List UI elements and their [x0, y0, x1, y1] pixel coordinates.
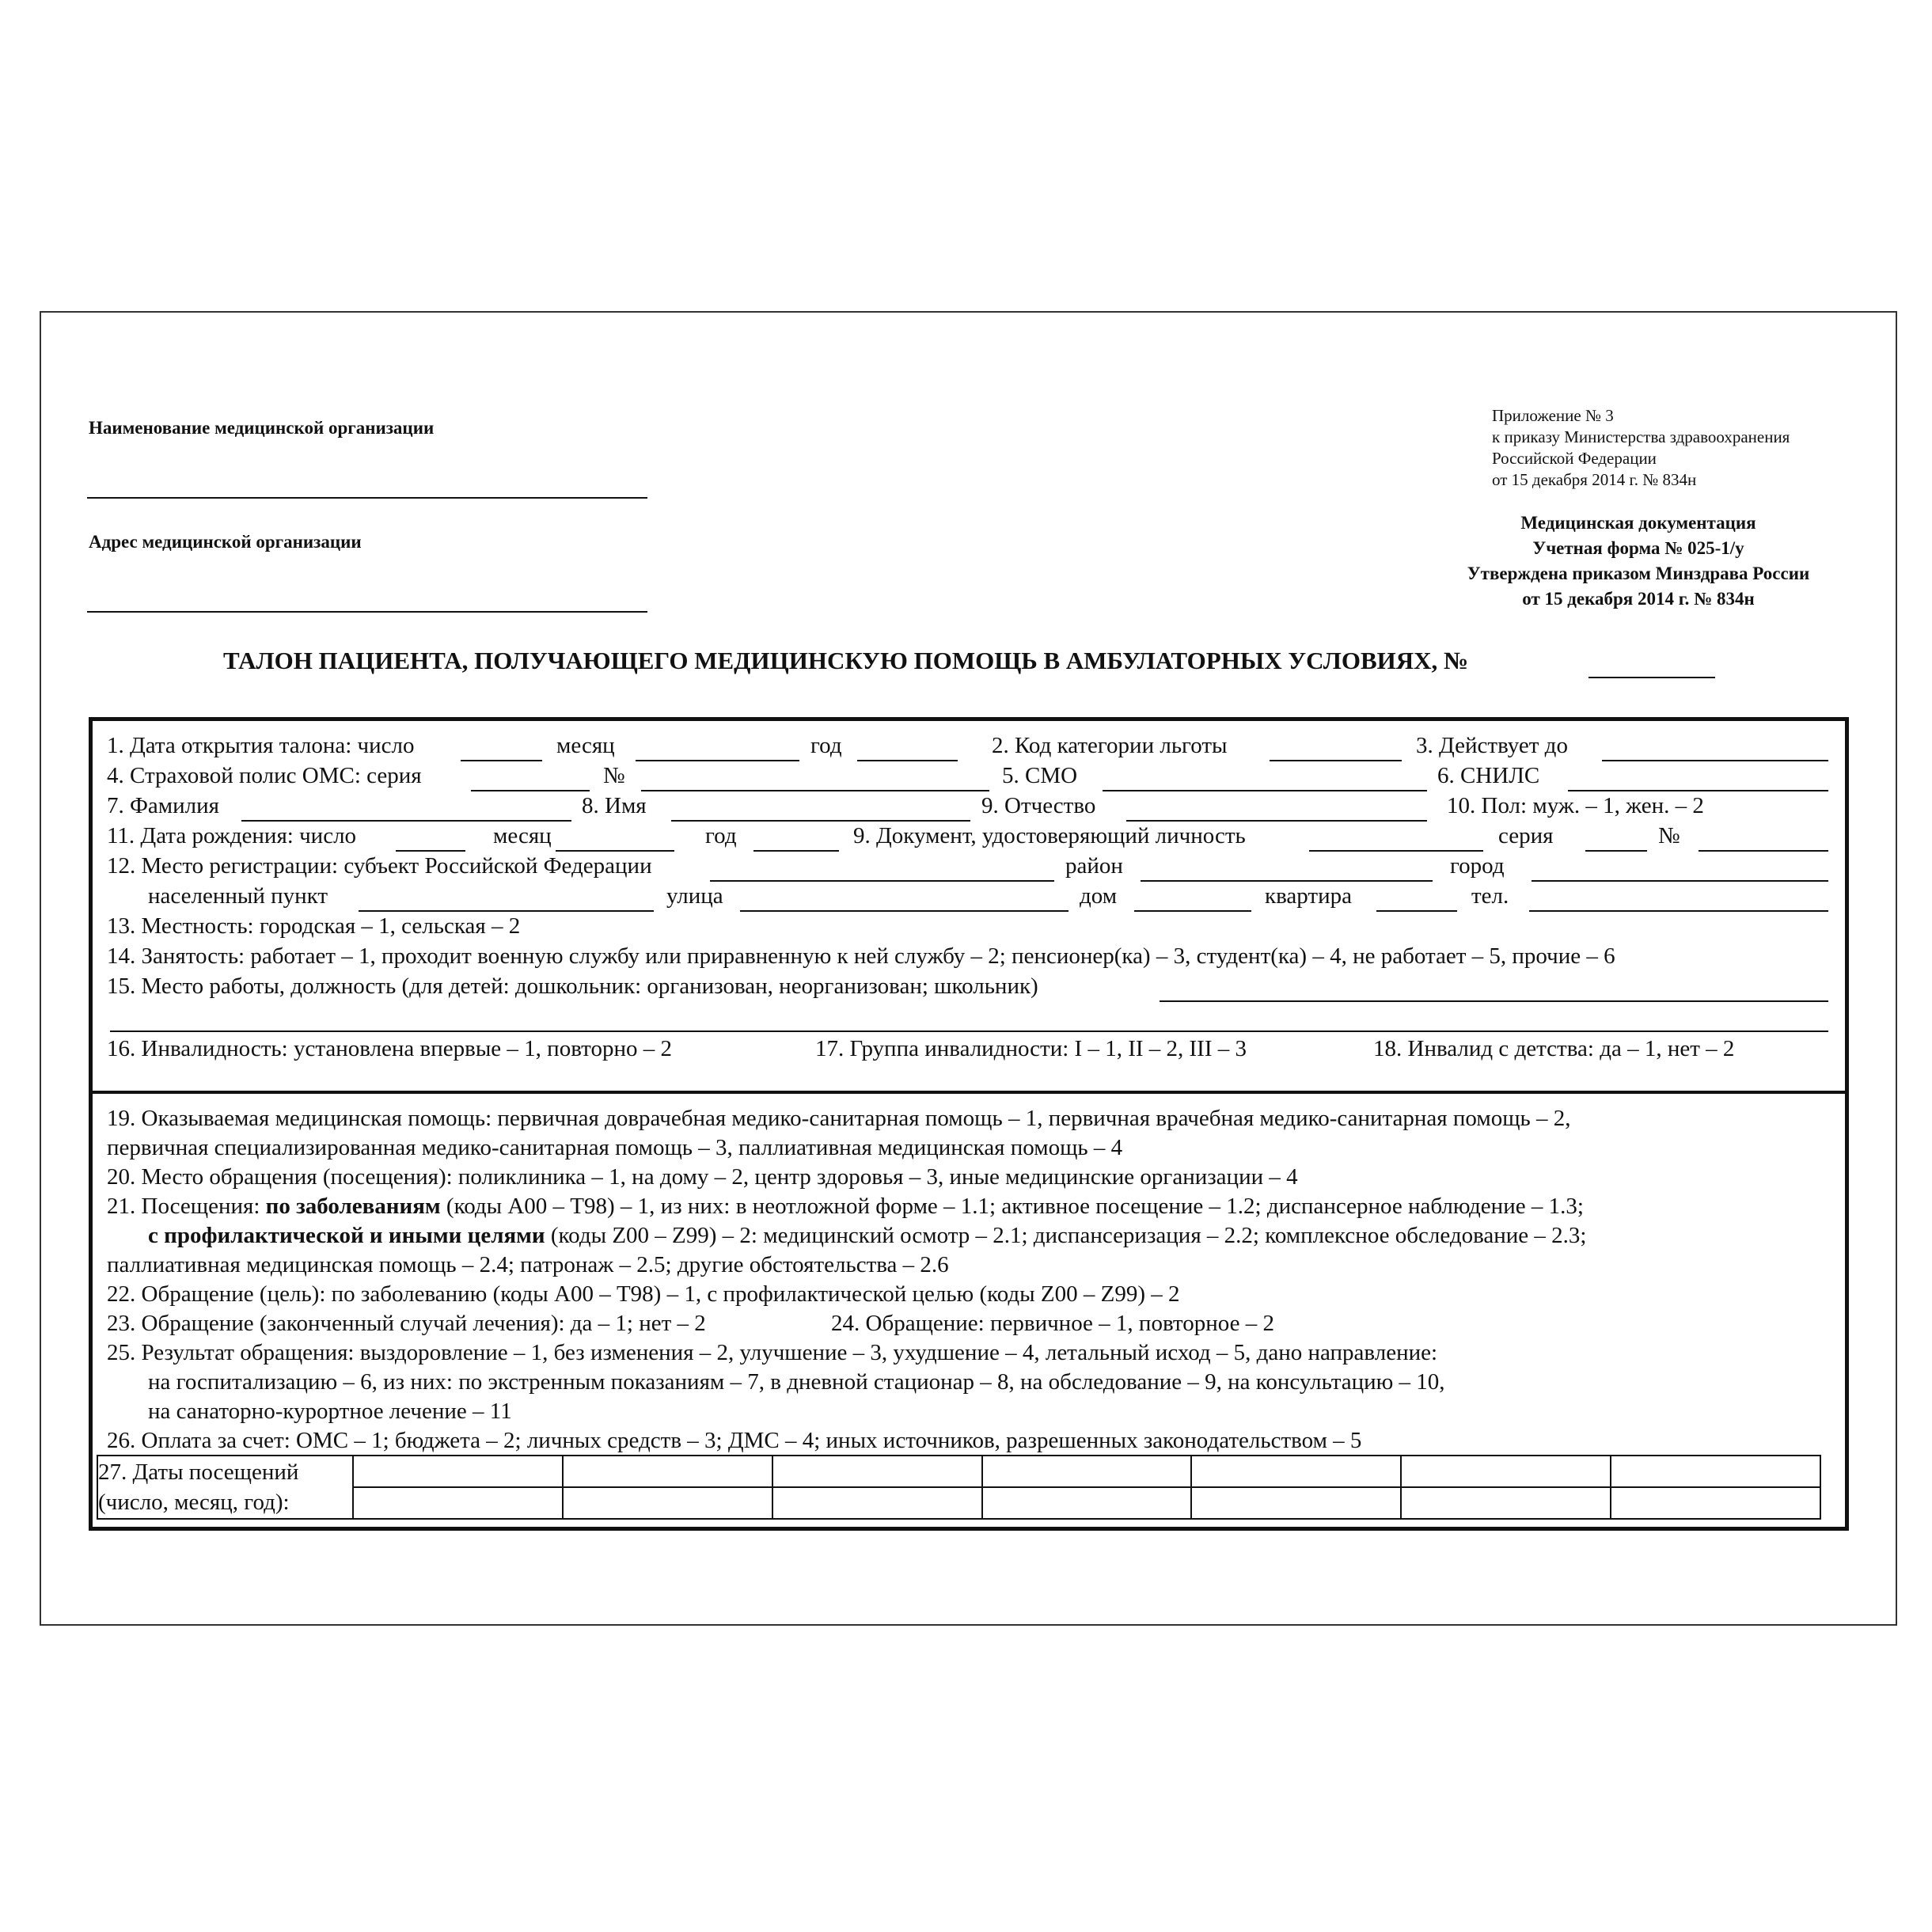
f9-label: 9. Отчество [981, 793, 1096, 818]
org-name-label: Наименование медицинской организации [89, 418, 435, 438]
table-row [97, 1487, 1820, 1519]
f8-field[interactable] [671, 820, 970, 822]
f4-number-field[interactable] [641, 790, 989, 791]
f12-subject-field[interactable] [710, 880, 1054, 882]
f21-line2 [148, 1223, 1586, 1249]
page-title: ТАЛОН ПАЦИЕНТА, ПОЛУЧАЮЩЕГО МЕДИЦИНСКУЮ ПОМОЩЬ В АМБУЛАТОРНЫХ УСЛОВИЯХ, № [223, 647, 1469, 674]
f12-phone-field[interactable] [1529, 910, 1828, 912]
f9-number-field[interactable] [1699, 850, 1828, 852]
f6-label: 6. СНИЛС [1437, 763, 1540, 788]
f1-label: 1. Дата открытия талона: число [107, 733, 415, 758]
f1-month-label: месяц [556, 733, 615, 758]
f12-apartment-field[interactable] [1376, 910, 1457, 912]
f3-label: 3. Действует до [1416, 733, 1568, 758]
f9-number-label: № [1658, 823, 1680, 848]
f19-line1: 19. Оказываемая медицинская помощь: первичная доврачебная медико-санитарная помощь – 1, первичная врачебная медико-санитарная помощь – 2, [107, 1106, 1571, 1131]
f11-month-label: месяц [493, 823, 552, 848]
f16-label: 16. Инвалидность: установлена впервые – 1, повторно – 2 [107, 1036, 672, 1061]
visit-dates-label [97, 1456, 353, 1519]
form-info-line: Медицинская документация [1520, 513, 1756, 533]
f12-house-label: дом [1080, 883, 1118, 909]
form-info-line: Утверждена приказом Минздрава России [1467, 564, 1810, 583]
visit-date-cell[interactable] [1611, 1456, 1820, 1487]
f20-label: 20. Место обращения (посещения): поликлиника – 1, на дому – 2, центр здоровья – 3, иные медицинские организации – 4 [107, 1164, 1298, 1190]
visit-date-cell[interactable] [1401, 1456, 1611, 1487]
f25-line1: 25. Результат обращения: выздоровление – 1, без изменения – 2, улучшение – 3, ухудшение – 4, летальный исход – 5, дано направление: [107, 1340, 1438, 1365]
f11-day-field[interactable] [396, 850, 465, 852]
appendix-block [1492, 405, 1790, 491]
visit-dates-label-line2: (число, месяц, год): [98, 1490, 290, 1515]
f21-line3: паллиативная медицинская помощь – 2.4; патронаж – 2.5; другие обстоятельства – 2.6 [107, 1252, 949, 1277]
f3-field[interactable] [1602, 760, 1828, 761]
f21-bold1: по заболеваниям [265, 1194, 441, 1219]
f6-field[interactable] [1568, 790, 1828, 791]
f21-rest2: (коды Z00 – Z99) – 2: медицинский осмотр – 2.1; диспансеризация – 2.2; комплексное обследование – 2.3; [545, 1223, 1587, 1248]
visit-date-cell[interactable] [982, 1456, 1192, 1487]
f12-district-label: район [1065, 853, 1123, 879]
f11-year-label: год [705, 823, 737, 848]
f1-month-field[interactable] [636, 760, 799, 761]
f12-city-label: город [1450, 853, 1505, 879]
org-name-field[interactable] [87, 497, 647, 499]
f12-city-field[interactable] [1532, 880, 1828, 882]
org-address-label: Адрес медицинской организации [89, 532, 362, 552]
f17-label: 17. Группа инвалидности: I – 1, II – 2, III – 3 [815, 1036, 1247, 1061]
f24-label: 24. Обращение: первичное – 1, повторное – 2 [831, 1311, 1274, 1336]
appendix-line: Приложение № 3 [1492, 406, 1614, 425]
visit-date-cell[interactable] [1401, 1487, 1611, 1519]
f26-label: 26. Оплата за счет: ОМС – 1; бюджета – 2; личных средств – 3; ДМС – 4; иных источников, разрешенных законодательством – 5 [107, 1428, 1362, 1453]
f14-label: 14. Занятость: работает – 1, проходит военную службу или приравненную к ней службу – 2; пенсионер(ка) – 3, студент(ка) – 4, не работает – 5, прочие – 6 [107, 943, 1615, 969]
f12-street-label: улица [666, 883, 723, 909]
f9-document-label: 9. Документ, удостоверяющий личность [853, 823, 1246, 848]
f1-year-label: год [810, 733, 842, 758]
f2-field[interactable] [1270, 760, 1402, 761]
f15-field[interactable] [1160, 1000, 1828, 1002]
f15-label: 15. Место работы, должность (для детей: дошкольник: организован, неорганизован; школьник) [107, 974, 1038, 999]
visit-date-cell[interactable] [772, 1487, 982, 1519]
f2-label: 2. Код категории льготы [992, 733, 1228, 758]
talon-number-field[interactable] [1588, 677, 1715, 678]
f12-house-field[interactable] [1134, 910, 1251, 912]
f25-line2: на госпитализацию – 6, из них: по экстренным показаниям – 7, в дневной стационар – 8, на обследование – 9, на консультацию – 10, [148, 1369, 1445, 1395]
visit-date-cell[interactable] [563, 1487, 772, 1519]
f9-series-field[interactable] [1585, 850, 1647, 852]
f13-label: 13. Местность: городская – 1, сельская – 2 [107, 913, 521, 939]
f12-label: 12. Место регистрации: субъект Российской Федерации [107, 853, 652, 879]
f21-rest1: (коды А00 – Т98) – 1, из них: в неотложной форме – 1.1; активное посещение – 1.2; диспансерное наблюдение – 1.3; [440, 1194, 1584, 1219]
form-info-line: от 15 декабря 2014 г. № 834н [1522, 589, 1755, 609]
f9-field[interactable] [1126, 820, 1427, 822]
f10-label: 10. Пол: муж. – 1, жен. – 2 [1447, 793, 1704, 818]
f25-line3: на санаторно-курортное лечение – 11 [148, 1399, 512, 1424]
f12-settlement-field[interactable] [359, 910, 654, 912]
f7-label: 7. Фамилия [107, 793, 219, 818]
visit-date-cell[interactable] [1191, 1456, 1401, 1487]
visit-date-cell[interactable] [353, 1487, 563, 1519]
f11-month-field[interactable] [556, 850, 674, 852]
f11-label: 11. Дата рождения: число [107, 823, 357, 848]
f11-year-field[interactable] [753, 850, 839, 852]
f9-series-label: серия [1498, 823, 1554, 848]
f12-apartment-label: квартира [1265, 883, 1352, 909]
f21-line1 [107, 1194, 1584, 1220]
f18-label: 18. Инвалид с детства: да – 1, нет – 2 [1373, 1036, 1735, 1061]
f8-label: 8. Имя [582, 793, 647, 818]
f5-field[interactable] [1103, 790, 1427, 791]
f4-series-field[interactable] [471, 790, 590, 791]
f21-bold2: с профилактической и иными целями [148, 1223, 545, 1248]
f12-settlement-label: населенный пункт [148, 883, 328, 909]
f12-phone-label: тел. [1471, 883, 1509, 909]
visit-date-cell[interactable] [1611, 1487, 1820, 1519]
visit-date-cell[interactable] [772, 1456, 982, 1487]
table-row [97, 1456, 1820, 1487]
f12-district-field[interactable] [1141, 880, 1433, 882]
form-info-line: Учетная форма № 025-1/у [1532, 538, 1744, 558]
appendix-line: к приказу Министерства здравоохранения [1492, 427, 1790, 446]
appendix-line: Российской Федерации [1492, 449, 1657, 468]
f22-label: 22. Обращение (цель): по заболеванию (коды А00 – Т98) – 1, с профилактической целью (коды Z00 – Z99) – 2 [107, 1281, 1180, 1307]
f9-document-field[interactable] [1309, 850, 1483, 852]
form-info-block [1417, 511, 1860, 612]
visit-date-cell[interactable] [1191, 1487, 1401, 1519]
f19-line2: первичная специализированная медико-санитарная помощь – 3, паллиативная медицинская помощь – 4 [107, 1135, 1123, 1160]
f1-year-field[interactable] [857, 760, 958, 761]
section-divider [89, 1091, 1849, 1094]
f4-number-label: № [603, 763, 625, 788]
f7-field[interactable] [241, 820, 571, 822]
f12-street-field[interactable] [740, 910, 1068, 912]
appendix-line: от 15 декабря 2014 г. № 834н [1492, 470, 1697, 489]
f23-label: 23. Обращение (законченный случай лечения): да – 1; нет – 2 [107, 1311, 706, 1336]
visit-date-cell[interactable] [353, 1456, 563, 1487]
visit-date-cell[interactable] [563, 1456, 772, 1487]
visit-dates-table [97, 1455, 1821, 1520]
f15-field-line2[interactable] [110, 1031, 1828, 1032]
f5-label: 5. СМО [1002, 763, 1078, 788]
visit-dates-label-line1: 27. Даты посещений [98, 1459, 299, 1485]
org-address-field[interactable] [87, 611, 647, 613]
f21-prefix: 21. Посещения: [107, 1194, 266, 1219]
f4-label: 4. Страховой полис ОМС: серия [107, 763, 422, 788]
visit-date-cell[interactable] [982, 1487, 1192, 1519]
f1-day-field[interactable] [461, 760, 542, 761]
